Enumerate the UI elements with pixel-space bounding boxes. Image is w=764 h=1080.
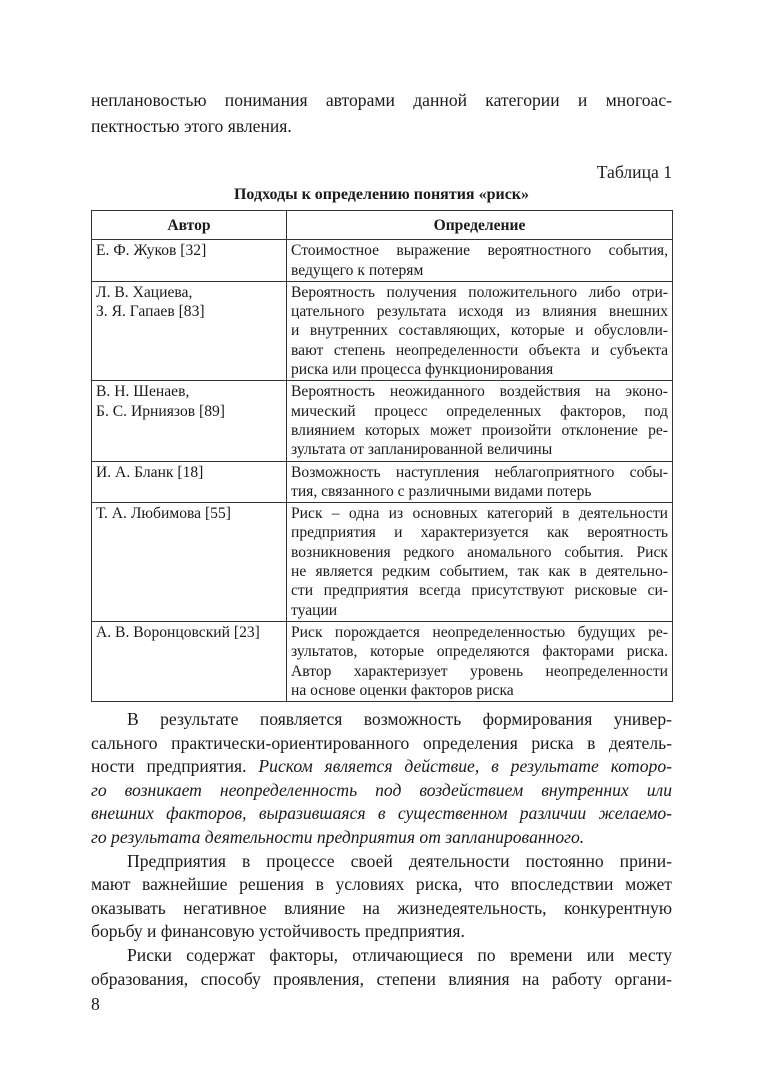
author-cell (92, 621, 287, 701)
definition-line: Вероятность неожиданного воздействия на эконо- (291, 383, 668, 401)
text: Риски содержат факторы, отличающиеся по времени или месту (127, 945, 672, 965)
definition-line: тия, связанного с различными видами потерь (291, 482, 592, 500)
definition-line: предприятия и характеризуется как вероятность (291, 524, 668, 542)
text: ности предприятия. (91, 756, 259, 777)
author-line: Л. В. Хациева, (96, 283, 193, 301)
text: Предприятия в процессе своей деятельности постоянно прини- (127, 850, 672, 871)
table-header-row (92, 211, 673, 240)
italic-text: Риском является действие, в результате которо- (258, 756, 673, 777)
text: В результате появляется возможность формирования универ- (127, 709, 672, 729)
definition-line: Риск порождается неопределенностью будущих ре- (291, 623, 668, 641)
definition-line: риска или процесса функционирования (291, 361, 554, 379)
definition-line: возникновения редкого аномального события. Риск (291, 543, 668, 561)
author-line: И. А. Бланк [18] (96, 463, 204, 481)
text: оказывать негативное влияние на жизнедеятельность, конкурентную (91, 897, 672, 918)
text-line (91, 968, 672, 991)
text: образования, способу проявления, степени влияния на работу органи- (91, 968, 672, 989)
definition-line: ведущего к потерям (291, 261, 424, 279)
definition-line: мический процесс определенных факторов, под (291, 402, 668, 420)
text: сального практически-ориентированного определения риска в деятель- (91, 732, 672, 753)
text-line (91, 897, 672, 920)
definition-line: на основе оценки факторов риска (291, 681, 514, 699)
text: борьбу и финансовую устойчивость предприятия. (91, 921, 465, 942)
definition-line: Автор характеризует уровень неопределенности (291, 662, 668, 680)
table-row (92, 381, 673, 461)
text-line (91, 920, 672, 943)
text-line (91, 873, 672, 896)
definition-cell (287, 281, 673, 380)
definition-line: Возможность наступления неблагоприятного собы- (291, 463, 668, 481)
italic-text: го возникает неопределенность под воздействием внутренних или (91, 779, 672, 800)
definition-line: Вероятность получения положительного либо отри- (291, 283, 668, 301)
definition-cell (287, 461, 673, 503)
author-line: Т. А. Любимова [55] (96, 505, 231, 523)
author-cell (92, 240, 287, 282)
table-title: Подходы к определению понятия «риск» (233, 186, 530, 203)
table-row (92, 621, 673, 701)
author-line: Е. Ф. Жуков [32] (96, 242, 207, 260)
definition-cell (287, 240, 673, 282)
definition-cell (287, 503, 673, 622)
italic-text: го результата деятельности предприятия от запланированного. (91, 827, 585, 847)
definition-line: цательного результата исходя из влияния внешних (291, 303, 668, 321)
page-number: 8 (91, 994, 100, 1014)
text-line: неплановостью понимания авторами данной категории и многоас- (91, 90, 672, 110)
text-line (91, 802, 672, 825)
text-line (127, 708, 672, 731)
author-line: А. В. Воронцовский [23] (96, 623, 260, 641)
author-cell (92, 503, 287, 622)
definition-line: вают степень неопределенности объекта и субъекта (291, 341, 668, 359)
definition-line: зультатов, которые определяются факторами риска. (291, 643, 668, 661)
header-author: Автор (92, 211, 287, 240)
text-line (91, 755, 672, 778)
text: мают важнейшие решения в условиях риска, что впоследствии может (91, 874, 672, 895)
table-row (92, 281, 673, 380)
header-definition: Определение (287, 211, 673, 240)
text-line (91, 826, 672, 849)
definition-line: туации (291, 601, 338, 619)
risk-definitions-table (91, 210, 673, 702)
definition-line: Риск – одна из основных категорий в деятельности (291, 505, 668, 523)
definition-line: и внутренних составляющих, которые и обусловли- (291, 322, 668, 340)
definition-cell (287, 381, 673, 461)
definition-cell (287, 621, 673, 701)
definition-line: не является редким событием, так как в деятельно- (291, 563, 668, 581)
text-line (91, 779, 672, 802)
author-line: Б. С. Ирниязов [89] (96, 402, 225, 420)
text-line (127, 850, 672, 873)
table-row (92, 461, 673, 503)
italic-text: внешних факторов, выразившаяся в существенном различии желаемо- (91, 803, 672, 824)
author-cell (92, 381, 287, 461)
table-row (92, 240, 673, 282)
author-cell (92, 281, 287, 380)
author-line: В. Н. Шенаев, (96, 383, 190, 401)
table-row (92, 503, 673, 622)
definition-line: сти предприятия всегда присутствуют рисковые си- (291, 582, 668, 600)
text-line (91, 732, 672, 755)
table-label: Таблица 1 (596, 162, 672, 182)
definition-line: зультата от запланированной величины (291, 441, 553, 459)
author-cell (92, 461, 287, 503)
definition-line: Стоимостное выражение вероятностного события, (291, 242, 668, 260)
definition-line: влиянием которых может произойти отклонение ре- (291, 421, 668, 439)
text-line (127, 944, 672, 967)
text-line: пектностью этого явления. (91, 116, 292, 136)
author-line: З. Я. Гапаев [83] (96, 303, 205, 321)
